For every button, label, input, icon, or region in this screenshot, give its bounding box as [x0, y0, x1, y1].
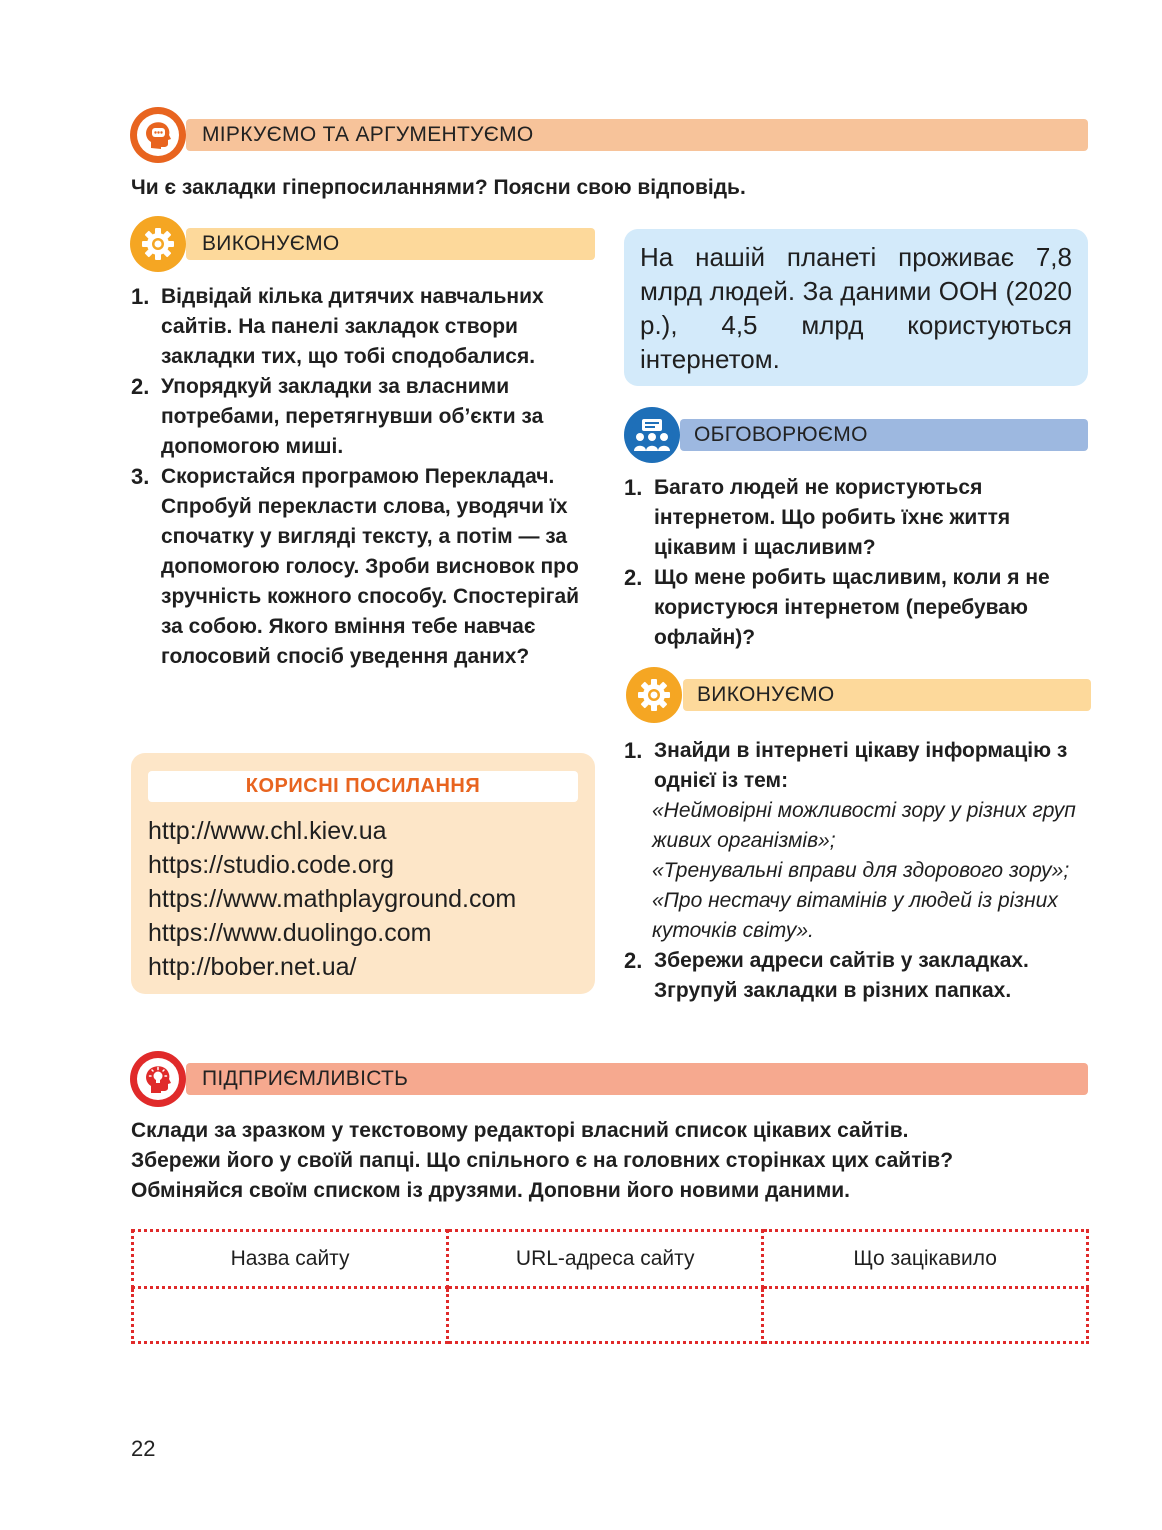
- doing2-badge: [626, 667, 682, 723]
- head-lightbulb-icon: [141, 1062, 175, 1096]
- list-item: 1. Багато людей не користуються інтернетом. Що робить їхнє життя цікавим і щасливим?: [624, 475, 1011, 559]
- doing1-badge: [130, 216, 186, 272]
- list-item: 1. Знайди в інтернеті цікаву інформацію з однієї із тем: «Неймовірні можливості зору у різних груп живих організмів»; «Тренувальні вправи для здорового зору»; «Про нестачу вітамінів у людей із різних куточків світу».: [624, 736, 1086, 946]
- section-doing2-bar: [683, 679, 1091, 711]
- list-item: 2. Що мене робить щасливим, коли я не користуюся інтернетом (перебуваю офлайн)?: [624, 565, 1050, 649]
- link-item[interactable]: http://www.chl.kiev.ua: [148, 817, 387, 845]
- link-item[interactable]: https://www.duolingo.com: [148, 919, 432, 947]
- doing2-task-list: [624, 736, 1086, 1006]
- link-item[interactable]: https://studio.code.org: [148, 851, 394, 879]
- link-item[interactable]: http://bober.net.ua/: [148, 953, 357, 981]
- table-header-cell: URL-адреса сайту: [448, 1231, 763, 1288]
- table-header-row: [133, 1231, 1088, 1288]
- section-doing1-title: ВИКОНУЄМО: [202, 232, 340, 255]
- list-item: 2. Збережи адреси сайтів у закладках. Згрупуй закладки в різних папках.: [624, 948, 1029, 1002]
- link-item[interactable]: https://www.mathplayground.com: [148, 885, 517, 913]
- discuss-badge: [624, 407, 680, 463]
- topic-item: «Про нестачу вітамінів у людей із різних куточків світу».: [652, 889, 1058, 942]
- business-badge: [130, 1051, 186, 1107]
- table-cell[interactable]: [133, 1288, 448, 1343]
- fact-box: На нашій планеті проживає 7,8 млрд людей. За даними ООН (2020 р.), 4,5 млрд користуються інтернетом.: [624, 229, 1088, 386]
- table-cell[interactable]: [763, 1288, 1088, 1343]
- section-doing1-bar: [186, 228, 595, 260]
- business-text: Склади за зразком у текстовому редакторі власний список цікавих сайтів. Збережи його у своїй папці. Що спільного є на головних сторінках цих сайтів? Обміняйся своїм списком із друзями. Доповни його новими даними.: [131, 1119, 954, 1202]
- table-row: [133, 1288, 1088, 1343]
- people-icon: [632, 415, 672, 455]
- section-business-title: ПІДПРИЄМЛИВІСТЬ: [202, 1067, 409, 1090]
- page-number: 22: [131, 1436, 156, 1461]
- sites-table: [131, 1229, 1089, 1344]
- table-header-cell: Що зацікавило: [763, 1231, 1088, 1288]
- topic-item: «Неймовірні можливості зору у різних груп живих організмів»;: [652, 799, 1076, 852]
- head-speech-icon: [141, 118, 175, 152]
- doing1-task-list: [131, 282, 601, 672]
- topic-item: «Тренувальні вправи для здорового зору»;: [652, 859, 1070, 882]
- gear-icon: [138, 224, 178, 264]
- list-item: 3. Скористайся програмою Перекладач. Спробуй перекласти слова, уводячи їх спочатку у вигляді тексту, а потім — за допомогою голосу. Зроби висновок про зручність кожного способу. Спостерігай за собою. Якого вміння тебе навчає голосовий спосіб уведення даних?: [131, 464, 580, 668]
- section-discuss-title: ОБГОВОРЮЄМО: [694, 423, 868, 446]
- useful-links-list: [148, 814, 578, 984]
- gear-icon: [634, 675, 674, 715]
- table-header-cell: Назва сайту: [133, 1231, 448, 1288]
- table-cell[interactable]: [448, 1288, 763, 1343]
- reasoning-badge: [130, 107, 186, 163]
- section-business-bar: [186, 1063, 1088, 1095]
- list-item: 2. Упорядкуй закладки за власними потребами, перетягнувши об’єкти за допомогою миші.: [131, 374, 544, 458]
- useful-links-box: [131, 753, 595, 994]
- section-discuss-bar: [680, 419, 1088, 451]
- list-item: 1. Відвідай кілька дитячих навчальних сайтів. На панелі закладок створи закладки тих, що тобі сподобалися.: [131, 284, 544, 368]
- section-doing2-title: ВИКОНУЄМО: [697, 683, 835, 706]
- program-name: Перекладач: [424, 465, 549, 488]
- useful-links-title: КОРИСНІ ПОСИЛАННЯ: [148, 771, 578, 802]
- discuss-task-list: [624, 473, 1084, 653]
- section-reasoning-bar: [186, 119, 1088, 151]
- reasoning-question: Чи є закладки гіперпосиланнями? Поясни свою відповідь.: [131, 176, 746, 199]
- section-reasoning-title: МІРКУЄМО ТА АРГУМЕНТУЄМО: [202, 123, 534, 146]
